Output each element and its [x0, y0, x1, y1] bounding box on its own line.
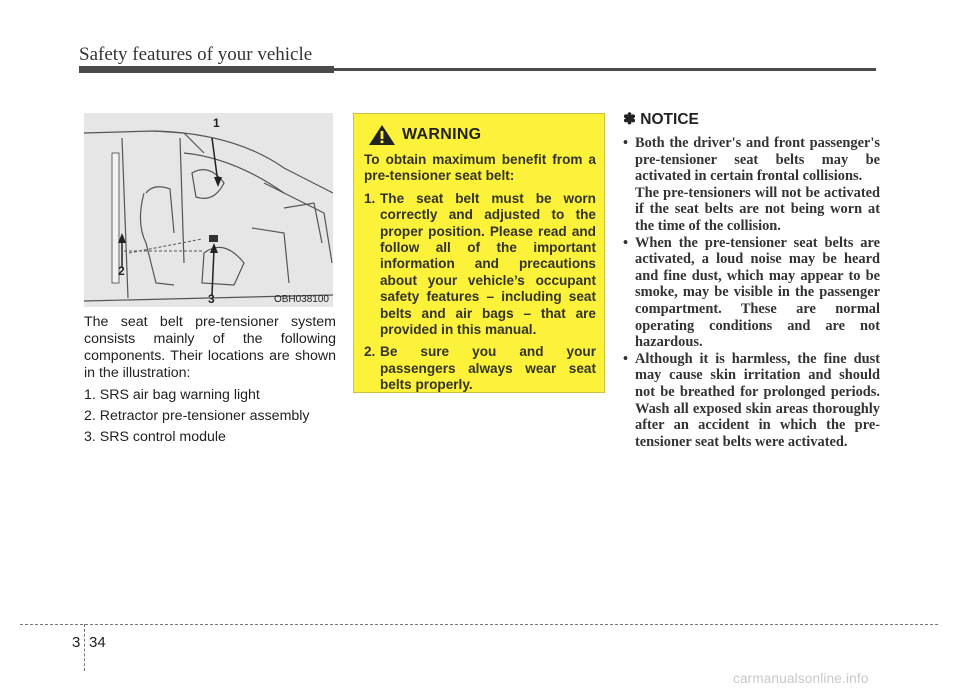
notice-paragraph: When the pre-tensioner seat belts are activated, a loud noise may be heard and fine dust, which may appear to be smoke, may be visible in the passenger compartment. These are normal operating conditions and are not hazardous.: [635, 234, 880, 351]
warning-item: [364, 191, 596, 339]
notice-item: [623, 135, 880, 235]
footer-rule: [20, 624, 938, 625]
page-header-title: Safety features of your vehicle: [79, 44, 313, 65]
warning-title: WARNING: [402, 126, 482, 143]
callout-3: 3: [208, 292, 215, 306]
notice-paragraph: Although it is harmless, the fine dust may cause skin irritation and should not be breathed for prolonged periods. Wash all exposed skin areas thoroughly after an accident in which the pre-tensioner seat belts were activated.: [635, 350, 880, 450]
callout-1: 1: [213, 116, 220, 130]
bullet-icon: •: [623, 350, 629, 367]
left-column-text: [84, 314, 336, 450]
warning-header: [368, 124, 596, 146]
component-item: 2. Retractor pre-tensioner assembly: [84, 408, 310, 424]
notice-item: [623, 235, 880, 351]
warning-item-text: Be sure you and your passengers always wear seat belts properly.: [380, 344, 596, 393]
header-rule-accent: [79, 66, 334, 73]
warning-item-number: 2.: [364, 344, 376, 360]
component-item: 1. SRS air bag warning light: [84, 387, 260, 403]
notice-title: ✽ NOTICE: [623, 111, 699, 128]
footer-divider: [84, 624, 85, 671]
bullet-icon: •: [623, 135, 629, 151]
warning-item-text: The seat belt must be worn correctly and adjusted to the proper position. Please read and follow all of the important information and precautions about your vehicle’s occupant safety features – including seat belts and air bags – that are provided in this manual.: [380, 190, 596, 338]
watermark: carmanualsonline.info: [733, 671, 869, 686]
notice-list: [623, 135, 880, 450]
warning-lead: To obtain maximum benefit from a pre-tensioner seat belt:: [364, 152, 596, 184]
notice-item: [623, 351, 880, 451]
warning-triangle-icon: [368, 124, 396, 146]
component-item: 3. SRS control module: [84, 429, 226, 445]
notice-paragraph: The pre-tensioners will not be activated if the seat belts are not being worn at the time of the collision.: [635, 184, 880, 234]
bullet-icon: •: [623, 234, 629, 251]
notice-paragraph: Both the driver's and front passenger's pre-tensioner seat belts may be activated in certain frontal collisions.: [635, 135, 880, 185]
figure-code: OBH038100: [273, 294, 329, 305]
page-number: 34: [89, 634, 106, 651]
warning-box: [353, 113, 605, 393]
notice-section: [623, 110, 880, 450]
callout-2: 2: [118, 264, 125, 278]
warning-item: [364, 344, 596, 393]
intro-paragraph: The seat belt pre-tensioner system consists mainly of the following components. Their locations are shown in the illustration:: [84, 314, 336, 381]
seat-belt-pretensioner-illustration: [84, 113, 333, 307]
warning-item-number: 1.: [364, 190, 376, 206]
chapter-number: 3: [72, 634, 81, 651]
